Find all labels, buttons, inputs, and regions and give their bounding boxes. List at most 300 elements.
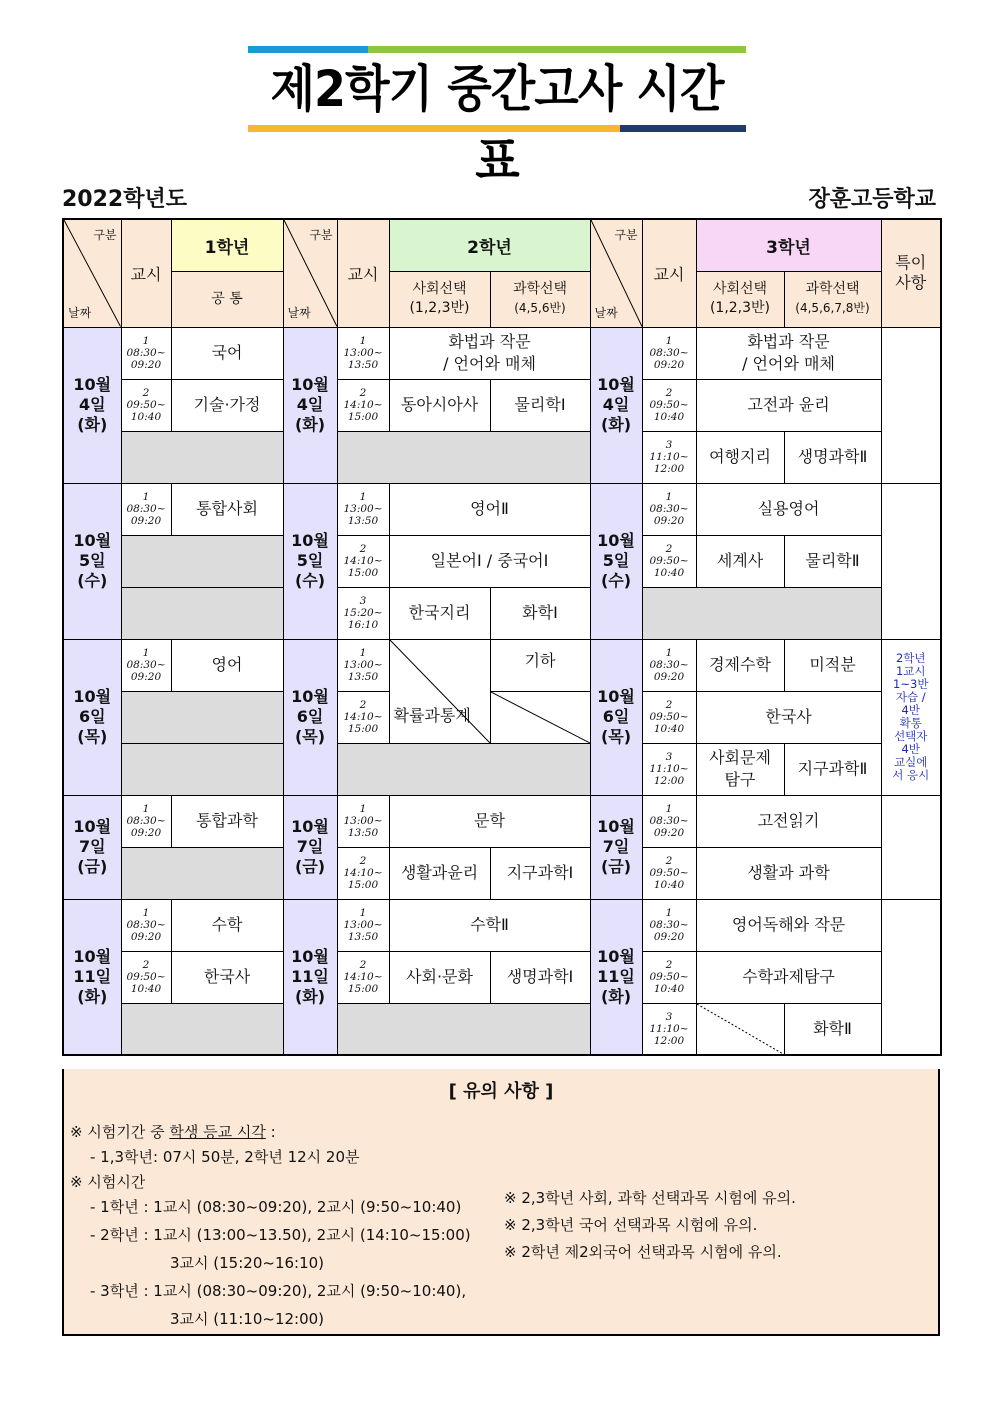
subject-name: 생명과학Ⅰ [506, 967, 574, 986]
header-period-g1: 교시 [121, 219, 171, 327]
period-start: 09:50~ [126, 399, 166, 411]
period-time [642, 1003, 696, 1055]
subject-social [696, 535, 784, 587]
subject-cell [389, 535, 590, 587]
period-start: 13:00~ [343, 919, 383, 931]
period-start: 08:30~ [649, 919, 689, 931]
remarks-line: 교실에 [894, 755, 928, 769]
note-g2-time: - 2학년 : 1교시 (13:00~13.50), 2교시 (14:10~15:00) [90, 1226, 471, 1244]
date-month: 10월 [73, 531, 112, 550]
empty-slot [121, 847, 283, 899]
period-number: 3 [359, 595, 367, 607]
period-time [121, 951, 171, 1003]
table-row [63, 327, 941, 379]
period-end: 15:00 [347, 411, 379, 423]
subject-science [784, 1003, 881, 1055]
period-end: 15:00 [347, 567, 379, 579]
period-start: 08:30~ [649, 503, 689, 515]
date-cell [63, 483, 121, 639]
period-number: 2 [665, 543, 673, 555]
social-select-label: 사회선택 [412, 281, 467, 297]
period-time [337, 639, 389, 691]
period-end: 10:40 [653, 567, 685, 579]
subject-social [696, 431, 784, 483]
period-number: 2 [665, 855, 673, 867]
period-start: 08:30~ [649, 659, 689, 671]
subject-social [389, 951, 490, 1003]
period-number: 3 [665, 1010, 673, 1023]
header-grade2: 2학년 [389, 219, 590, 271]
note-arrival [70, 1121, 276, 1142]
date-day: 7일 [296, 837, 324, 856]
date-day: 11일 [597, 966, 635, 986]
date-weekday: (금) [600, 857, 632, 876]
subject-name: 생활과 과학 [747, 863, 830, 882]
subject-name: 한국사 [765, 707, 812, 726]
remarks-line: 선택자 [894, 729, 928, 743]
subject-cell [389, 483, 590, 535]
subject-science [784, 743, 881, 795]
period-end: 10:40 [653, 879, 685, 891]
date-weekday: (화) [600, 415, 632, 434]
subject-name: 사회문제 [709, 748, 771, 767]
period-start: 08:30~ [126, 919, 166, 931]
period-number: 1 [142, 803, 150, 815]
diagonal-line [491, 692, 590, 743]
note-reminder-2: ※ 2,3학년 국어 선택과목 시험에 유의. [504, 1216, 758, 1234]
note-reminder-1: ※ 2,3학년 사회, 과학 선택과목 시험에 유의. [504, 1189, 796, 1207]
subject-cell [696, 379, 881, 431]
period-number: 2 [665, 959, 673, 971]
period-time [121, 327, 171, 379]
period-start: 09:50~ [649, 867, 689, 879]
header-remarks [881, 219, 941, 327]
date-month: 10월 [73, 946, 112, 966]
date-day: 5일 [602, 551, 630, 570]
period-start: 08:30~ [126, 659, 166, 671]
period-end: 13:50 [347, 931, 379, 943]
header-grade3: 3학년 [696, 219, 881, 271]
diagonal-line [697, 1004, 784, 1055]
period-end: 09:20 [653, 827, 685, 839]
period-start: 09:50~ [649, 555, 689, 567]
date-month: 10월 [597, 375, 635, 394]
notes-title: [ 유의 사항 ] [448, 1081, 554, 1102]
header-gubun-label: 구분 [93, 228, 117, 242]
header-gubun-g1 [63, 219, 121, 327]
school-name: 장훈고등학교 [808, 187, 936, 212]
period-start: 14:10~ [343, 555, 383, 567]
table-row [63, 691, 941, 743]
period-end: 10:40 [130, 411, 162, 423]
period-number: 1 [359, 491, 367, 503]
period-end: 09:20 [130, 827, 162, 839]
remarks-line: 4반 [901, 703, 920, 717]
date-day: 7일 [602, 837, 630, 856]
remarks-line: 1교시 [895, 664, 926, 678]
period-time [642, 483, 696, 535]
date-day: 4일 [78, 395, 106, 414]
table-row [63, 1003, 941, 1055]
remarks-cell [881, 639, 941, 795]
subject-cell: 수학 [171, 899, 283, 951]
subject-cell [696, 847, 881, 899]
date-cell [590, 483, 642, 639]
subject-name: 생명과학Ⅱ [797, 447, 868, 466]
period-number: 2 [359, 959, 367, 971]
period-time [337, 691, 389, 743]
subject-name: 화법과 작문 [448, 332, 531, 351]
period-time [121, 639, 171, 691]
period-start: 11:10~ [649, 1022, 689, 1035]
period-time [337, 587, 389, 639]
period-start: 09:50~ [649, 971, 689, 983]
period-number: 1 [665, 491, 673, 503]
subject-science [784, 639, 881, 691]
subject-cell [696, 795, 881, 847]
period-time [642, 431, 696, 483]
empty-slot [642, 587, 881, 639]
date-cell [63, 795, 121, 899]
subject-cell [389, 899, 590, 951]
period-time [337, 847, 389, 899]
period-number: 2 [359, 855, 367, 867]
period-end: 09:20 [130, 931, 162, 943]
period-time [337, 379, 389, 431]
subject-cell: 국어 [171, 327, 283, 379]
period-end: 10:40 [653, 723, 685, 735]
subject-social [696, 1003, 784, 1055]
subject-cell [696, 327, 881, 379]
period-number: 1 [359, 647, 367, 659]
date-cell [590, 327, 642, 483]
date-weekday: (화) [294, 986, 326, 1006]
period-number: 2 [142, 387, 150, 399]
period-time [642, 639, 696, 691]
period-time [642, 951, 696, 1003]
subject-name: 확률과통계 [393, 705, 471, 725]
date-day: 11일 [73, 966, 112, 986]
period-end: 09:20 [130, 515, 162, 527]
subject-social [389, 379, 490, 431]
subject-science [490, 951, 590, 1003]
date-weekday: (화) [77, 415, 108, 434]
date-cell [283, 795, 337, 899]
note-arrival-suffix: : [265, 1123, 276, 1141]
period-start: 13:00~ [343, 503, 383, 515]
subject-name: 사회·문화 [406, 967, 473, 986]
period-end: 09:20 [130, 359, 162, 371]
remarks-line: 서 응시 [892, 768, 930, 782]
header-remarks-1: 특이 [895, 253, 927, 273]
period-number: 1 [142, 647, 150, 659]
period-number: 1 [359, 335, 367, 347]
note-g1-time: - 1학년 : 1교시 (08:30~09:20), 2교시 (9:50~10:40) [90, 1198, 462, 1216]
remarks-cell [881, 327, 941, 483]
empty-slot [121, 743, 283, 795]
period-number: 2 [359, 543, 367, 555]
header-g2-social [389, 271, 490, 327]
period-start: 08:30~ [126, 347, 166, 359]
date-cell [283, 327, 337, 483]
period-end: 09:20 [130, 671, 162, 683]
date-cell [63, 639, 121, 795]
date-day: 11일 [291, 966, 329, 986]
diagonal-line [390, 640, 490, 743]
title-bar-blue [248, 46, 368, 53]
subject-name: 실용영어 [757, 499, 820, 518]
period-end: 12:00 [653, 775, 685, 787]
note-reminder-3: ※ 2학년 제2외국어 선택과목 시험에 유의. [504, 1243, 782, 1261]
date-weekday: (화) [294, 415, 326, 434]
note-g3-time2: 3교시 (11:10~12:00) [170, 1310, 325, 1328]
period-start: 14:10~ [343, 867, 383, 879]
date-month: 10월 [291, 817, 329, 836]
period-number: 1 [142, 491, 150, 503]
period-number: 1 [665, 335, 673, 347]
subject-science [784, 535, 881, 587]
school-year: 2022학년도 [62, 187, 187, 212]
remarks-line: 자습 / [895, 690, 926, 704]
table-row [63, 639, 941, 691]
period-start: 13:00~ [343, 659, 383, 671]
subject-name-2: / 언어와 매체 [443, 354, 536, 373]
science-select-label: 과학선택 [512, 281, 568, 297]
date-day: 6일 [78, 707, 106, 726]
subject-cell [389, 327, 590, 379]
period-time [642, 379, 696, 431]
period-start: 11:10~ [649, 763, 689, 775]
period-time [642, 327, 696, 379]
subject-name: 수학Ⅱ [470, 915, 509, 934]
date-month: 10월 [73, 817, 112, 836]
subject-social [696, 743, 784, 795]
header-grade1: 1학년 [171, 219, 283, 271]
subject-name: 고전읽기 [757, 811, 820, 830]
date-cell [590, 639, 642, 795]
subject-social [389, 847, 490, 899]
subject-cell: 통합과학 [171, 795, 283, 847]
subject-name: 일본어Ⅰ / 중국어Ⅰ [430, 551, 549, 570]
period-number: 1 [359, 907, 367, 919]
period-number: 1 [665, 907, 673, 919]
date-month: 10월 [597, 531, 635, 550]
date-month: 10월 [291, 531, 329, 550]
subject-science [490, 639, 590, 691]
period-start: 09:50~ [649, 399, 689, 411]
note-arrival-underline: 학생 등교 시각 [169, 1123, 266, 1141]
period-time [642, 847, 696, 899]
period-start: 14:10~ [343, 711, 383, 723]
subject-science [490, 587, 590, 639]
subject-science [490, 691, 590, 743]
remarks-line: 2학년 [895, 651, 926, 665]
period-end: 09:20 [653, 515, 685, 527]
remarks-cell [881, 483, 941, 639]
date-month: 10월 [73, 375, 112, 394]
subject-name: 동아시아사 [400, 395, 479, 414]
date-month: 10월 [291, 687, 329, 706]
header-gubun-label: 구분 [309, 228, 333, 242]
period-start: 11:10~ [649, 451, 689, 463]
title-banner [248, 46, 746, 190]
subject-name: 수학과제탐구 [742, 967, 835, 986]
empty-slot [121, 1003, 283, 1055]
date-weekday: (수) [294, 571, 326, 590]
title-bar-green [368, 46, 746, 53]
date-day: 7일 [78, 837, 106, 856]
note-g3-time: - 3학년 : 1교시 (08:30~09:20), 2교시 (9:50~10:40), [90, 1282, 467, 1300]
period-end: 13:50 [347, 827, 379, 839]
subject-social [389, 587, 490, 639]
subject-name: 여행지리 [709, 447, 771, 466]
header-period-g2: 교시 [337, 219, 389, 327]
header-gubun-g2 [283, 219, 337, 327]
period-start: 15:20~ [343, 607, 383, 619]
date-day: 4일 [602, 395, 630, 414]
subject-name-2: 탐구 [724, 770, 756, 789]
subject-name: 지구과학Ⅰ [506, 863, 574, 882]
period-time [642, 743, 696, 795]
period-time [337, 535, 389, 587]
header-period-g3: 교시 [642, 219, 696, 327]
date-day: 5일 [296, 551, 324, 570]
header-g3-science [784, 271, 881, 327]
date-weekday: (수) [77, 571, 108, 590]
exam-timetable [62, 218, 942, 1056]
remarks-line: 1~3반 [893, 677, 929, 691]
empty-slot [337, 1003, 590, 1055]
note-arrival-prefix: ※ 시험기간 중 [70, 1123, 170, 1141]
table-row [63, 431, 941, 483]
subject-cell: 기술·가정 [171, 379, 283, 431]
header-date-label: 날짜 [594, 305, 618, 320]
period-end: 13:50 [347, 515, 379, 527]
table-row [63, 535, 941, 587]
period-end: 15:00 [347, 879, 379, 891]
subject-name: 화학Ⅱ [813, 1018, 852, 1038]
period-time [337, 899, 389, 951]
period-time [121, 899, 171, 951]
period-number: 2 [665, 699, 673, 711]
period-end: 13:50 [347, 671, 379, 683]
table-row [63, 483, 941, 535]
period-end: 09:20 [653, 359, 685, 371]
period-end: 10:40 [130, 983, 162, 995]
period-start: 08:30~ [649, 347, 689, 359]
subject-name: 화학Ⅰ [522, 603, 558, 622]
empty-slot [121, 691, 283, 743]
remarks-cell [881, 795, 941, 899]
date-cell [63, 327, 121, 483]
date-weekday: (금) [77, 857, 108, 876]
period-start: 08:30~ [126, 503, 166, 515]
period-end: 10:40 [653, 411, 685, 423]
science-select-label: 과학선택 [805, 281, 860, 297]
subject-science [490, 379, 590, 431]
date-weekday: (목) [294, 727, 326, 746]
header-common: 공 통 [171, 271, 283, 327]
subject-cell [696, 951, 881, 1003]
date-day: 6일 [602, 707, 630, 726]
subject-cell [696, 691, 881, 743]
period-start: 08:30~ [126, 815, 166, 827]
period-end: 15:00 [347, 983, 379, 995]
subject-name: 영어Ⅱ [470, 499, 509, 518]
period-number: 1 [665, 803, 673, 815]
science-class-label: (4,5,6,7,8반) [795, 301, 870, 315]
science-class-label: (4,5,6반) [514, 301, 566, 315]
period-time [337, 795, 389, 847]
table-row [63, 899, 941, 951]
date-month: 10월 [597, 687, 635, 706]
period-number: 1 [142, 335, 150, 347]
table-row [63, 587, 941, 639]
note-exam-time: ※ 시험시간 [70, 1173, 146, 1191]
date-weekday: (화) [600, 986, 632, 1006]
subject-cell [696, 899, 881, 951]
subject-cell: 영어 [171, 639, 283, 691]
date-month: 10월 [597, 817, 635, 836]
period-end: 10:40 [653, 983, 685, 995]
date-day: 6일 [296, 707, 324, 726]
table-row [63, 743, 941, 795]
period-time [337, 327, 389, 379]
date-month: 10월 [73, 687, 112, 706]
period-start: 13:00~ [343, 347, 383, 359]
date-month: 10월 [291, 375, 329, 394]
date-cell [283, 483, 337, 639]
note-g2-time2: 3교시 (15:20~16:10) [170, 1254, 325, 1272]
header-gubun-label: 구분 [614, 228, 638, 242]
date-cell [590, 899, 642, 1055]
period-time [121, 483, 171, 535]
note-arrival-detail: - 1,3학년: 07시 50분, 2학년 12시 20분 [90, 1148, 360, 1166]
period-time [642, 899, 696, 951]
period-number: 2 [142, 959, 150, 971]
subject-name: 기하 [524, 650, 556, 670]
subject-cell [389, 795, 590, 847]
date-weekday: (수) [600, 571, 632, 590]
page-title: 제2학기 중간고사 시간표 [270, 60, 724, 190]
remarks-cell [881, 899, 941, 1055]
title-bar-navy [620, 125, 746, 132]
social-select-label: 사회선택 [712, 281, 768, 297]
date-weekday: (금) [294, 857, 326, 876]
subject-cell: 한국사 [171, 951, 283, 1003]
social-class-label: (1,2,3반) [709, 300, 771, 316]
remarks-line: 4반 [901, 742, 920, 756]
period-time [337, 483, 389, 535]
subject-name: 문학 [474, 811, 505, 830]
subject-cell: 통합사회 [171, 483, 283, 535]
empty-slot [337, 743, 590, 795]
period-time [642, 535, 696, 587]
table-row [63, 795, 941, 847]
period-number: 2 [665, 387, 673, 399]
date-weekday: (목) [77, 727, 108, 746]
period-start: 13:00~ [343, 815, 383, 827]
date-day: 4일 [296, 395, 324, 414]
subject-social [389, 639, 490, 743]
subject-name: 화법과 작문 [747, 332, 830, 351]
period-time [121, 795, 171, 847]
date-cell [283, 899, 337, 1055]
subject-name: 물리학Ⅱ [805, 551, 860, 570]
date-day: 5일 [78, 551, 106, 570]
header-date-label: 날짜 [68, 305, 92, 320]
subject-name: 경제수학 [709, 655, 771, 674]
